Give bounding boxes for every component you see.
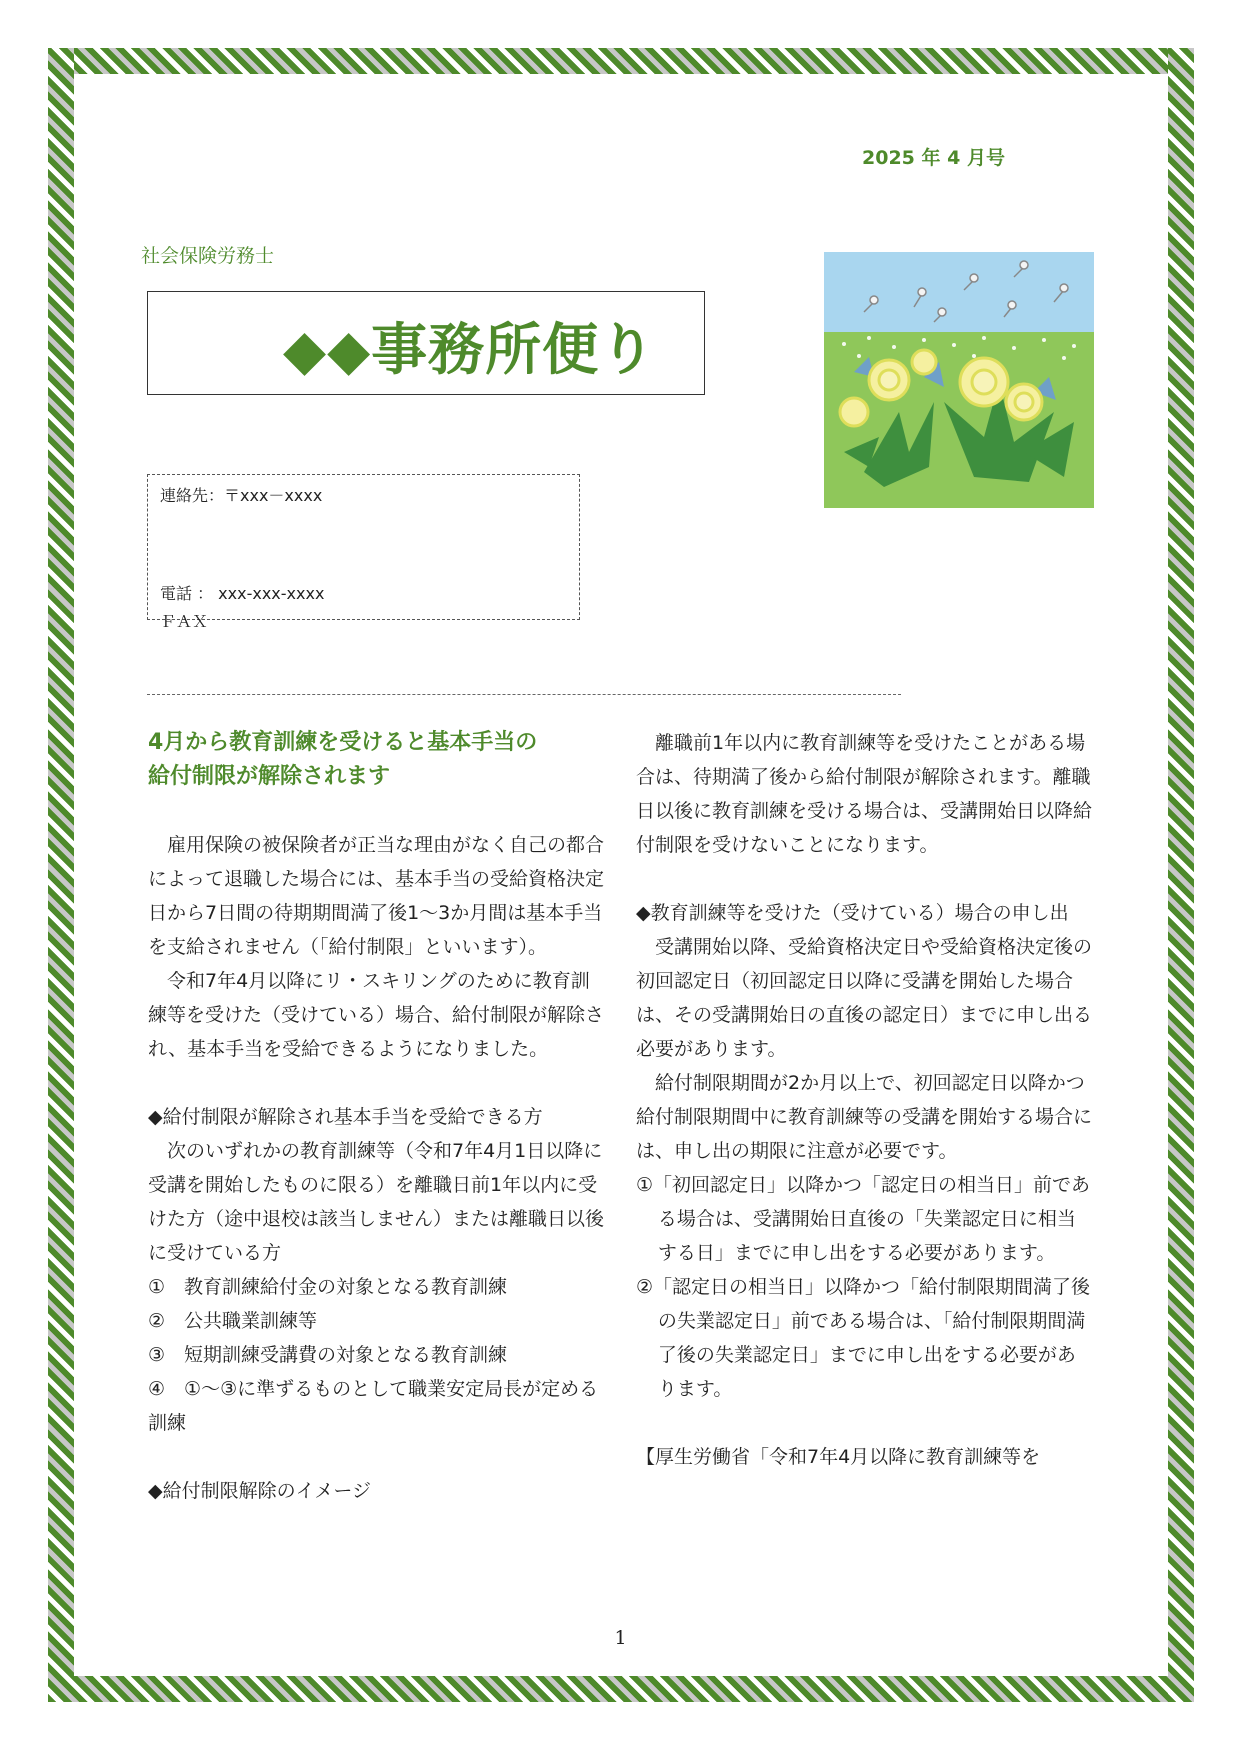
list-item: ② 公共職業訓練等 — [148, 1310, 318, 1332]
dandelion-illustration — [824, 252, 1094, 508]
list-item: ① 教育訓練給付金の対象となる教育訓練 — [148, 1276, 508, 1298]
right-paragraph-2: 受講開始以降、受給資格決定日や受給資格決定後の初回認定日（初回認定日以降に受講を開始した場合は、その受講開始日の直後の認定日）までに申し出る必要があります。 — [636, 936, 1093, 1060]
right-column — [636, 726, 1092, 1474]
left-subheading-2: ◆給付制限解除のイメージ — [148, 1480, 372, 1502]
contact-phone: 電話 ： xxx-xxx-xxxx — [160, 584, 325, 603]
list-item: ②「認定日の相当日」以降かつ「給付制限期間満了後の失業認定日」前である場合は、「給付制限期間満了後の失業認定日」までに申し出をする必要があります。 — [636, 1276, 1091, 1400]
article-heading-line2: 給付制限が解除されます — [148, 764, 391, 789]
right-subheading-1: ◆教育訓練等を受けた（受けている）場合の申し出 — [636, 902, 1069, 924]
contact-address: 連絡先：〒xxx－xxxx — [160, 486, 323, 505]
contact-fax: ＦＡＸ — [160, 612, 209, 631]
organization-label: 社会保険労務士 — [141, 245, 275, 267]
list-item: ①「初回認定日」以降かつ「認定日の相当日」前である場合は、受講開始日直後の「失業認定日に相当する日」までに申し出をする必要があります。 — [636, 1174, 1091, 1264]
newsletter-title: ◆◆事務所便り — [283, 318, 657, 383]
dashed-separator — [147, 694, 901, 695]
left-paragraph-3: 次のいずれかの教育訓練等（令和7年4月1日以降に受講を開始したものに限る）を離職日前1年以内に受けた方（途中退校は該当しません）または離職日以後に受けている方 — [148, 1140, 605, 1264]
left-column — [148, 726, 604, 1508]
issue-date: 2025 年 4 月号 — [862, 147, 1005, 169]
border-left — [48, 48, 74, 1702]
left-paragraph-2: 令和7年4月以降にリ・スキリングのために教育訓練等を受けた（受けている）場合、給付制限が解除され、基本手当を受給できるようになりました。 — [148, 970, 605, 1060]
article-heading — [148, 726, 604, 794]
border-right — [1168, 48, 1194, 1702]
right-paragraph-1: 離職前1年以内に教育訓練等を受けたことがある場合は、待期満了後から給付制限が解除されます。離職日以後に教育訓練を受ける場合は、受講開始日以降給付制限を受けないことになります。 — [636, 732, 1093, 856]
title-box — [147, 291, 705, 395]
contact-box — [147, 474, 580, 631]
left-subheading-1: ◆給付制限が解除され基本手当を受給できる方 — [148, 1106, 543, 1128]
list-item: ④ ①～③に準ずるものとして職業安定局長が定める訓練 — [148, 1378, 599, 1434]
border-bottom — [48, 1676, 1194, 1702]
list-item: ③ 短期訓練受講費の対象となる教育訓練 — [148, 1344, 508, 1366]
border-top — [48, 48, 1194, 74]
right-paragraph-3: 給付制限期間が2か月以上で、初回認定日以降かつ給付制限期間中に教育訓練等の受講を開始する場合には、申し出の期限に注意が必要です。 — [636, 1072, 1093, 1162]
page-number: 1 — [614, 1627, 627, 1649]
left-paragraph-1: 雇用保険の被保険者が正当な理由がなく自己の都合によって退職した場合には、基本手当の受給資格決定日から7日間の待期期間満了後1～3か月間は基本手当を支給されません（「給付制限」といいます）。 — [148, 834, 605, 958]
source-note: 【厚生労働省「令和7年4月以降に教育訓練等を — [636, 1446, 1041, 1468]
article-heading-line1: 4月から教育訓練を受けると基本手当の — [148, 730, 538, 755]
